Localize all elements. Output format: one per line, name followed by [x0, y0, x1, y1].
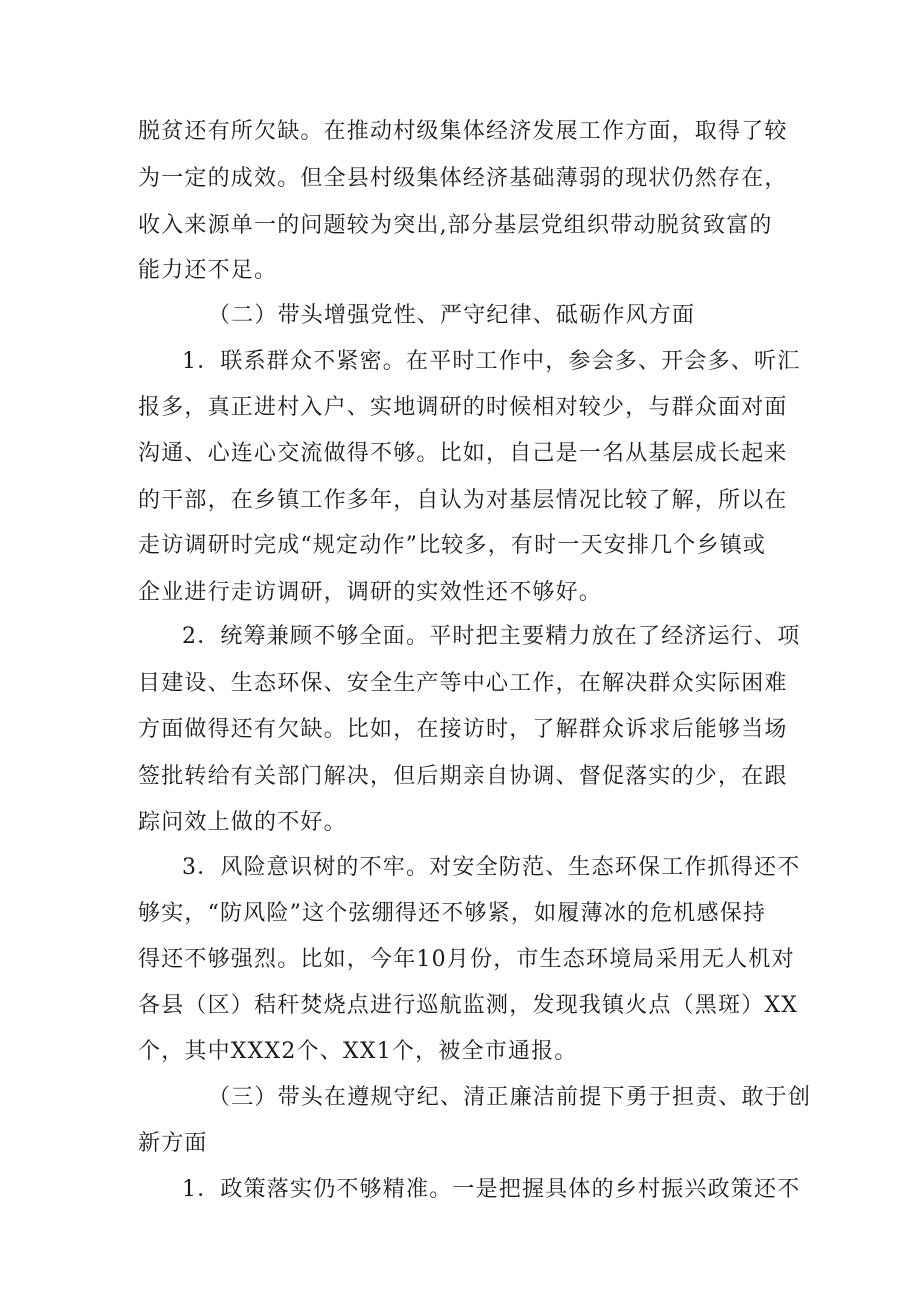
section-heading-3: （三）带头在遵规守纪、清正廉洁前提下勇于担责、敢于创 — [208, 1085, 812, 1110]
paragraph-line: 2．统筹兼顾不够全面。平时把主要精力放在了经济运行、项 — [182, 624, 801, 649]
paragraph-line: 1．政策落实仍不够精准。一是把握具体的乡村振兴政策还不 — [182, 1177, 801, 1202]
paragraph-line: 报多，真正进村入户、实地调研的时候相对较少，与群众面对面 — [138, 395, 788, 420]
paragraph-line: 的干部，在乡镇工作多年，自认为对基层情况比较了解，所以在 — [138, 488, 788, 513]
paragraph-line: 走访调研时完成“规定动作”比较多，有时一天安排几个乡镇或 — [138, 533, 767, 558]
paragraph-line: 1．联系群众不紧密。在平时工作中，参会多、开会多、听汇 — [182, 349, 801, 374]
paragraph-line: 得还不够强烈。比如，今年10月份，市生态环境局采用无人机对 — [138, 947, 795, 972]
paragraph-line: 目建设、生态环保、安全生产等中心工作，在解决群众实际困难 — [138, 671, 788, 696]
paragraph-line: 3．风险意识树的不牢。对安全防范、生态环保工作抓得还不 — [182, 855, 801, 880]
section-heading-3-continued: 新方面 — [138, 1131, 208, 1156]
paragraph-line: 踪问效上做的不好。 — [138, 810, 347, 835]
paragraph-line: 各县（区）秸秆焚烧点进行巡航监测，发现我镇火点（黑斑）XX — [138, 993, 799, 1018]
paragraph-line: 脱贫还有所欠缺。在推动村级集体经济发展工作方面，取得了较 — [138, 119, 788, 144]
paragraph-line: 能力还不足。 — [138, 258, 278, 283]
paragraph-line: 为一定的成效。但全县村级集体经济基础薄弱的现状仍然存在， — [138, 166, 788, 191]
paragraph-line: 够实，“防风险”这个弦绷得还不够紧，如履薄冰的危机感保持 — [138, 901, 767, 926]
paragraph-line: 方面做得还有欠缺。比如，在接访时，了解群众诉求后能够当场 — [138, 717, 788, 742]
paragraph-line: 个，其中XXX2个、XX1个，被全市通报。 — [138, 1039, 578, 1064]
section-heading-2: （二）带头增强党性、严守纪律、砥砺作风方面 — [208, 303, 696, 328]
paragraph-line: 收入来源单一的问题较为突出,部分基层党组织带动脱贫致富的 — [138, 213, 773, 238]
paragraph-line: 签批转给有关部门解决，但后期亲自协调、督促落实的少，在跟 — [138, 764, 788, 789]
paragraph-line: 企业进行走访调研，调研的实效性还不够好。 — [138, 580, 603, 605]
paragraph-line: 沟通、心连心交流做得不够。比如，自己是一名从基层成长起来 — [138, 441, 788, 466]
